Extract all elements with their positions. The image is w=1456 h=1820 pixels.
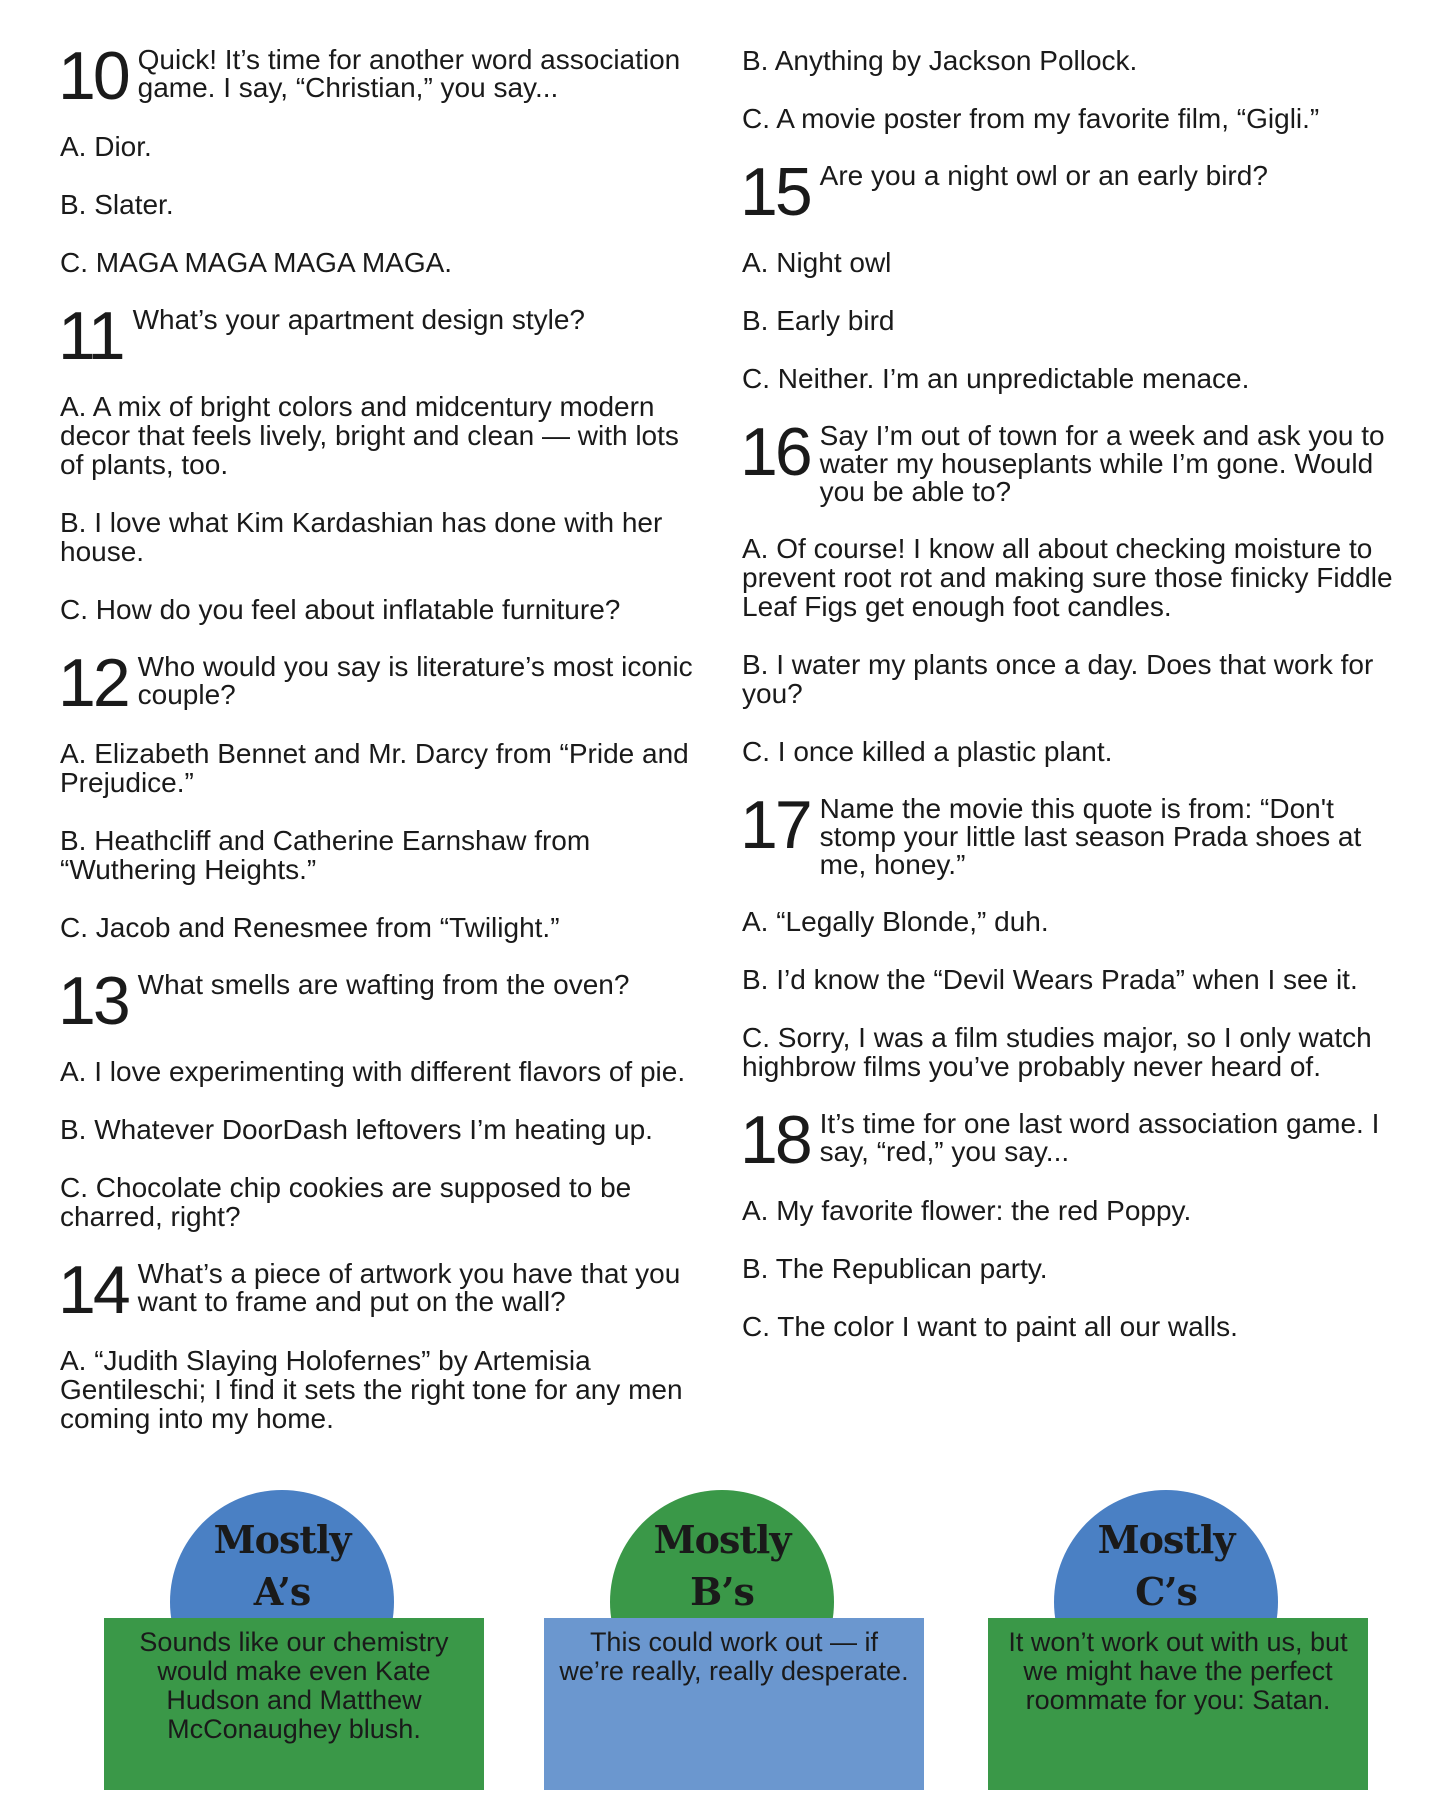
result-heading-line1: Mostly xyxy=(213,1517,351,1562)
result-card-mostly-b xyxy=(544,1490,924,1790)
answer-option-c: C. The color I want to paint all our walls. xyxy=(742,1311,1238,1342)
question-text: Who would you say is literature’s most iconic couple? xyxy=(137,651,693,710)
answer-option-a: A. A mix of bright colors and midcentury modern decor that feels lively, bright and clean — with lots of plants, too. xyxy=(60,391,679,480)
question-number: 17 xyxy=(740,787,810,863)
answer-option-b: B. Early bird xyxy=(742,305,895,336)
question-heading xyxy=(740,414,1412,507)
answer-option-a: A. Of course! I know all about checking moisture to prevent root rot and making sure those finicky Fiddle Leaf Figs get enough foot candles. xyxy=(742,533,1393,622)
result-text: This could work out — if we’re really, really desperate. xyxy=(544,1618,924,1790)
question-number: 14 xyxy=(58,1252,128,1328)
result-card-mostly-c xyxy=(988,1490,1368,1790)
answer-option-a: A. “Legally Blonde,” duh. xyxy=(742,906,1049,937)
answer-option-a: A. Elizabeth Bennet and Mr. Darcy from “Pride and Prejudice.” xyxy=(60,738,689,798)
question-12 xyxy=(58,645,702,943)
question-number: 18 xyxy=(740,1102,810,1178)
answer-option-c: C. How do you feel about inflatable furniture? xyxy=(60,594,621,625)
answer-option-a: A. Night owl xyxy=(742,247,892,278)
question-heading xyxy=(58,38,702,114)
result-heading-line2: A’s xyxy=(253,1569,311,1614)
question-number: 10 xyxy=(58,38,128,114)
answer-option-c: C. Jacob and Renesmee from “Twilight.” xyxy=(60,912,560,943)
result-card-mostly-a xyxy=(104,1490,484,1790)
question-16 xyxy=(740,414,1412,767)
question-heading xyxy=(58,298,702,374)
result-heading-line2: B’s xyxy=(690,1569,754,1614)
answer-option-c: C. Sorry, I was a film studies major, so I only watch highbrow films you’ve probably never heard of. xyxy=(742,1022,1372,1082)
result-heading-line1: Mostly xyxy=(653,1517,791,1562)
question-heading xyxy=(740,154,1412,230)
answer-option-b: B. I love what Kim Kardashian has done with her house. xyxy=(60,507,663,567)
question-10 xyxy=(58,38,702,278)
question-text: It’s time for one last word association game. I say, “red,” you say... xyxy=(819,1108,1380,1167)
question-text: Name the movie this quote is from: “Don't stomp your little last season Prada shoes at me, honey.” xyxy=(819,793,1362,880)
question-text: Quick! It’s time for another word association game. I say, “Christian,” you say... xyxy=(137,44,681,103)
question-17 xyxy=(740,787,1412,1082)
answer-option-c: C. Neither. I’m an unpredictable menace. xyxy=(742,363,1250,394)
question-heading xyxy=(740,1102,1412,1178)
answer-option-a: A. My favorite flower: the red Poppy. xyxy=(742,1195,1192,1226)
question-text: What’s your apartment design style? xyxy=(132,304,585,335)
result-text: It won’t work out with us, but we might have the perfect roommate for you: Satan. xyxy=(988,1618,1368,1790)
result-heading-line2: C’s xyxy=(1135,1569,1197,1614)
result-heading xyxy=(610,1514,834,1618)
question-text: What’s a piece of artwork you have that you want to frame and put on the wall? xyxy=(137,1258,681,1317)
answer-option-a: A. I love experimenting with different flavors of pie. xyxy=(60,1056,686,1087)
question-heading xyxy=(740,787,1412,880)
question-number: 12 xyxy=(58,645,128,721)
result-heading xyxy=(1054,1514,1278,1618)
result-text: Sounds like our chemistry would make even Kate Hudson and Matthew McConaughey blush. xyxy=(104,1618,484,1790)
question-13 xyxy=(58,963,702,1232)
answer-option-b: B. I’d know the “Devil Wears Prada” when I see it. xyxy=(742,964,1358,995)
question-18 xyxy=(740,1102,1412,1342)
question-number: 15 xyxy=(740,154,810,230)
right-column xyxy=(742,46,1412,1370)
answer-option-c: C. MAGA MAGA MAGA MAGA. xyxy=(60,247,453,278)
question-11 xyxy=(58,298,702,625)
left-column xyxy=(58,38,702,1462)
question-14 xyxy=(58,1252,702,1434)
question-heading xyxy=(58,1252,702,1328)
answer-option-b: B. Slater. xyxy=(60,189,174,220)
result-heading xyxy=(170,1514,394,1618)
answer-option-c: C. I once killed a plastic plant. xyxy=(742,736,1113,767)
question-14-continued xyxy=(742,46,1412,133)
question-text: What smells are wafting from the oven? xyxy=(137,969,630,1000)
answer-option-a: A. “Judith Slaying Holofernes” by Artemisia Gentileschi; I find it sets the right tone for any men coming into my home. xyxy=(60,1345,683,1434)
question-number: 13 xyxy=(58,963,128,1039)
question-number: 16 xyxy=(740,414,810,490)
question-text: Say I’m out of town for a week and ask you to water my houseplants while I’m gone. Would you be able to? xyxy=(819,420,1385,507)
answer-option-b: B. I water my plants once a day. Does that work for you? xyxy=(742,649,1374,709)
question-text: Are you a night owl or an early bird? xyxy=(819,160,1268,191)
answer-option-b: B. Heathcliff and Catherine Earnshaw from “Wuthering Heights.” xyxy=(60,825,591,885)
question-number: 11 xyxy=(58,298,123,374)
answer-option-b: B. Whatever DoorDash leftovers I’m heating up. xyxy=(60,1114,653,1145)
question-15 xyxy=(740,154,1412,394)
answer-option-a: A. Dior. xyxy=(60,131,152,162)
answer-option-c: C. A movie poster from my favorite film, “Gigli.” xyxy=(742,103,1320,134)
answer-option-c: C. Chocolate chip cookies are supposed to be charred, right? xyxy=(60,1172,632,1232)
question-heading xyxy=(58,963,702,1039)
question-heading xyxy=(58,645,702,721)
answer-option-b: B. Anything by Jackson Pollock. xyxy=(742,45,1138,76)
answer-option-b: B. The Republican party. xyxy=(742,1253,1048,1284)
result-heading-line1: Mostly xyxy=(1097,1517,1235,1562)
